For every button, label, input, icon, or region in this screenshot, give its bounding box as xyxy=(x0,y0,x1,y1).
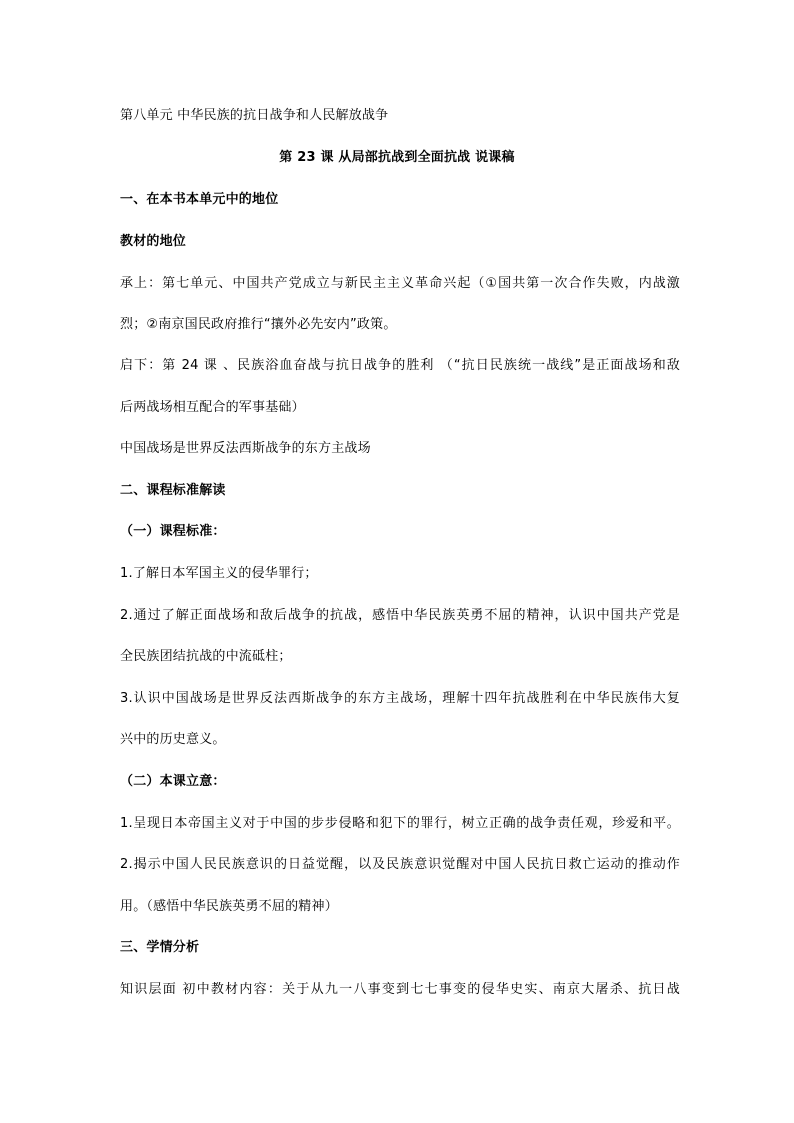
standard-item-2-line-1: 2.通过了解正面战场和敌后战争的抗战，感悟中华民族英勇不屈的精神，认识中国共产党是 xyxy=(120,608,680,623)
standard-item-1: 1.了解日本军国主义的侵华罪行； xyxy=(120,566,318,581)
aim-item-2-line-1: 2.揭示中国人民民族意识的日益觉醒，以及民族意识觉醒对中国人民抗日救亡运动的推动作 xyxy=(120,857,680,872)
section-3-heading: 三、学情分析 xyxy=(120,940,200,955)
section-2-subheading-1: （一）课程标准： xyxy=(120,524,226,539)
aim-item-2-line-2: 用。（感悟中华民族英勇不屈的精神） xyxy=(120,899,338,914)
aim-item-1: 1.呈现日本帝国主义对于中国的步步侵略和犯下的罪行，树立正确的战争责任观，珍爱和平。 xyxy=(120,816,680,831)
standard-item-3-line-1: 3.认识中国战场是世界反法西斯战争的东方主战场，理解十四年抗战胜利在中华民族伟大复 xyxy=(120,691,680,706)
section-2-subheading-2: （二）本课立意： xyxy=(120,774,226,789)
standard-item-2-line-2: 全民族团结抗战的中流砥柱； xyxy=(120,649,292,664)
paragraph-2-line-2: 后两战场相互配合的军事基础） xyxy=(120,400,305,415)
paragraph-2-line-1: 启下：第 24 课 、民族浴血奋战与抗日战争的胜利 （“抗日民族统一战线”是正面战场和敌 xyxy=(120,358,680,373)
section-3-paragraph: 知识层面 初中教材内容：关于从九一八事变到七七事变的侵华史实、南京大屠杀、抗日战 xyxy=(120,982,680,997)
paragraph-1-line-1: 承上：第七单元、中国共产党成立与新民主主义革命兴起（①国共第一次合作失败，内战激 xyxy=(120,276,680,291)
lesson-title: 第 23 课 从局部抗战到全面抗战 说课稿 xyxy=(279,150,515,165)
paragraph-1-line-2: 烈；②南京国民政府推行“攘外必先安内”政策。 xyxy=(120,317,397,332)
paragraph-3: 中国战场是世界反法西斯战争的东方主战场 xyxy=(120,441,371,456)
section-1-heading: 一、在本书本单元中的地位 xyxy=(120,192,279,207)
section-1-subheading: 教材的地位 xyxy=(120,234,187,249)
standard-item-3-line-2: 兴中的历史意义。 xyxy=(120,732,226,747)
unit-title: 第八单元 中华民族的抗日战争和人民解放战争 xyxy=(120,108,389,123)
section-2-heading: 二、课程标准解读 xyxy=(120,483,226,498)
